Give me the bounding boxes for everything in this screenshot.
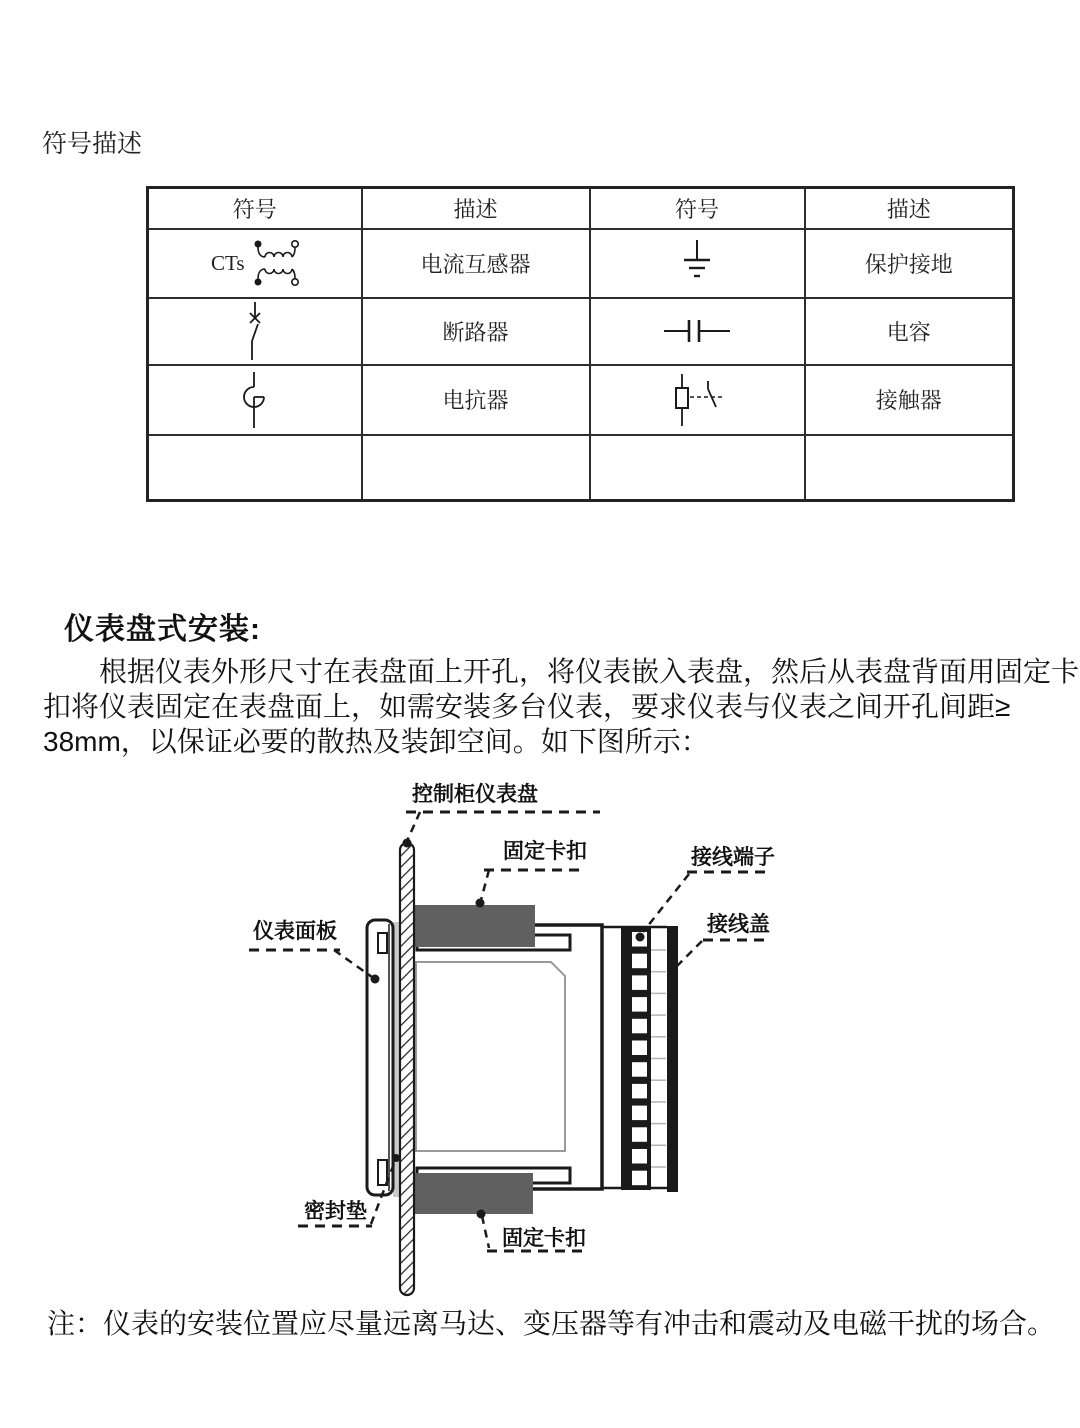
- annotation-meter-panel: [249, 919, 380, 984]
- note: 注：仪表的安装位置应尽量远离马达、变压器等有冲击和震动及电磁干扰的场合。: [47, 1308, 1056, 1339]
- leader-dot: [403, 839, 412, 848]
- leader-dot: [371, 975, 380, 984]
- front-panel-clip-top: [378, 933, 387, 953]
- paragraph-line: 根据仪表外形尺寸在表盘面上开孔，将仪表嵌入表盘，然后从表盘背面用固定卡: [99, 656, 1080, 687]
- contactor-icon: [666, 373, 728, 427]
- leader-dot: [636, 933, 645, 942]
- fixing-clip-bottom-block: [410, 1173, 533, 1214]
- col-header-symbol-2: 符号: [590, 188, 805, 229]
- col-header-desc-1: 描述: [362, 188, 590, 229]
- front-panel-clip-bottom: [378, 1160, 387, 1185]
- desc-cell: 保护接地: [805, 229, 1014, 298]
- annotation-fixing-clip-top: [476, 839, 588, 908]
- leader-dot: [477, 1210, 486, 1219]
- page-title: 符号描述: [42, 131, 143, 158]
- table-header-row: [148, 188, 1014, 229]
- table-row: [148, 365, 1014, 435]
- fixing-clip-top-label: 固定卡扣: [503, 840, 587, 863]
- ct-text: CTs: [210, 250, 245, 275]
- col-header-symbol-1: 符号: [148, 188, 362, 229]
- fixing-clip-bottom-label: 固定卡扣: [502, 1227, 586, 1250]
- paragraph-line: 扣将仪表固定在表盘面上，如需安装多台仪表，要求仪表与仪表之间开孔间距≥: [43, 691, 1011, 722]
- leader-dot: [476, 899, 485, 908]
- cabinet-panel-label: 控制柜仪表盘: [412, 783, 538, 806]
- terminal-cover-label: 接线盖: [707, 913, 770, 936]
- capacitor-icon: [662, 318, 732, 344]
- terminal-separators: [651, 950, 666, 1167]
- fixing-clip-top-block: [410, 905, 535, 947]
- symbol-cell-ct: [148, 229, 362, 298]
- empty-cell: [148, 435, 362, 501]
- desc-cell: 接触器: [805, 365, 1014, 435]
- leader-dot: [392, 1154, 400, 1162]
- col-header-desc-2: 描述: [805, 188, 1014, 229]
- current-transformer-icon: [251, 236, 299, 290]
- table-row-empty: [148, 435, 1014, 501]
- annotation-cabinet-panel: [403, 782, 601, 848]
- cabinet-panel-bar: [400, 843, 414, 1295]
- paragraph-line: 38mm，以保证必要的散热及装卸空间。如下图所示：: [43, 726, 709, 757]
- symbol-cell-contactor: [590, 365, 805, 435]
- annotation-fixing-clip-bottom: [477, 1210, 587, 1252]
- circuit-breaker-icon: [240, 301, 270, 361]
- empty-cell: [805, 435, 1014, 501]
- gasket-label: 密封垫: [304, 1200, 367, 1223]
- desc-cell: 电抗器: [362, 365, 590, 435]
- section-heading: 仪表盘式安装:: [64, 613, 261, 646]
- symbol-cell-reactor: [148, 365, 362, 435]
- table-row: [148, 229, 1014, 298]
- desc-cell: 电容: [805, 298, 1014, 365]
- annotation-terminal-cover: [674, 912, 770, 969]
- protective-earth-icon: [679, 238, 715, 288]
- symbol-cell-capacitor: [590, 298, 805, 365]
- terminal-label: 接线端子: [691, 846, 775, 869]
- symbol-table: [146, 186, 1015, 502]
- desc-cell: 电流互感器: [362, 229, 590, 298]
- empty-cell: [362, 435, 590, 501]
- desc-cell: 断路器: [362, 298, 590, 365]
- reactor-icon: [240, 370, 270, 430]
- meter-panel-label: 仪表面板: [253, 920, 337, 943]
- symbol-cell-earth: [590, 229, 805, 298]
- table-row: [148, 298, 1014, 365]
- installation-diagram: [0, 770, 1080, 1315]
- section-paragraph: [43, 654, 1079, 759]
- display-window: [416, 962, 565, 1151]
- symbol-cell-breaker: [148, 298, 362, 365]
- empty-cell: [590, 435, 805, 501]
